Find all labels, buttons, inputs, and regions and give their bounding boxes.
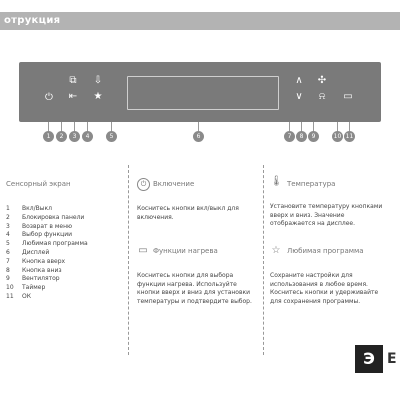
callout-marker: 11 — [345, 133, 354, 140]
callout-marker: 8 — [296, 131, 307, 142]
power-icon[interactable]: ⏻ — [45, 92, 53, 103]
column-divider — [128, 165, 130, 355]
list-item: 1 Вкл/Выкл — [6, 205, 52, 212]
callout-row — [0, 122, 400, 148]
section-text-temp: Установите температуру кнопками вверх и вниз. Значение отображается на дисплее. — [270, 203, 383, 227]
light-icon[interactable]: ▭ — [343, 91, 353, 102]
header-bar — [0, 12, 400, 30]
section-text-on: Коснитесь кнопки вкл/выкл для включения. — [137, 205, 239, 221]
star-icon[interactable]: ★ — [93, 91, 103, 102]
list-item: 8 Кнопка вниз — [6, 266, 62, 274]
control-panel — [19, 62, 381, 122]
section-heading-heating: Функции нагрева — [153, 247, 218, 255]
arrow-down-icon[interactable]: ⇩ — [93, 75, 103, 86]
list-item: 6 Дисплей — [6, 248, 50, 256]
bell-icon[interactable]: ⍾ — [318, 91, 326, 102]
callout-marker: 2 — [56, 131, 67, 142]
callout-marker: 4 — [82, 131, 93, 142]
section-heading-temp: Температура — [287, 180, 336, 188]
star-icon: ☆ — [271, 245, 281, 256]
callout-marker: 6 — [193, 131, 204, 142]
page-title: отрукция — [4, 15, 61, 26]
fan-icon[interactable]: ✣ — [317, 75, 327, 86]
brand-text: E — [387, 351, 397, 367]
list-item: 10 Таймер — [6, 284, 46, 292]
feature-list — [6, 205, 88, 302]
section-heading-favorite: Любимая программа — [287, 247, 364, 255]
display-screen — [127, 76, 279, 110]
arrow-down-small-icon[interactable]: ∨ — [295, 91, 303, 102]
callout-marker: 1 — [43, 131, 54, 142]
list-item: 9 Вентилятор — [6, 275, 60, 283]
section-text-heating: Коснитесь кнопки для выбора функции нагрева. Используйте кнопки вверх и вниз для установки температуры и подтвердите выбор. — [137, 272, 252, 305]
list-item: 4 Выбор функции — [6, 231, 73, 239]
brand-logo: Э — [355, 345, 383, 373]
section-text-favorite: Сохраните настройки для использования в любое время. Коснитесь кнопки и удерживайте для сохранения программы. — [270, 272, 379, 305]
arrow-up-icon[interactable]: ∧ — [295, 75, 303, 86]
power-icon: ⏻ — [137, 178, 150, 191]
callout-marker: 7 — [284, 131, 295, 142]
arrow-left-icon[interactable]: ⇤ — [68, 91, 78, 102]
column-divider — [263, 165, 265, 355]
list-item: 3 Возврат в меню — [6, 222, 73, 230]
list-item: 11 ОК — [6, 292, 31, 300]
thermometer-icon: 🌡 — [270, 176, 283, 187]
callout-marker: 9 — [308, 131, 319, 142]
list-item: 7 Кнопка вверх — [6, 257, 66, 265]
callout-marker: 5 — [106, 131, 117, 142]
lock-icon[interactable]: ⧉ — [69, 75, 77, 86]
callout-marker: 10 — [333, 133, 342, 140]
list-item: 5 Любимая программа — [6, 240, 88, 248]
section-heading-on: Включение — [153, 180, 195, 188]
section-heading-touch: Сенсорный экран — [6, 180, 71, 188]
oven-icon: ▭ — [138, 245, 148, 256]
callout-marker: 3 — [69, 131, 80, 142]
list-item: 2 Блокировка панели — [6, 213, 85, 221]
